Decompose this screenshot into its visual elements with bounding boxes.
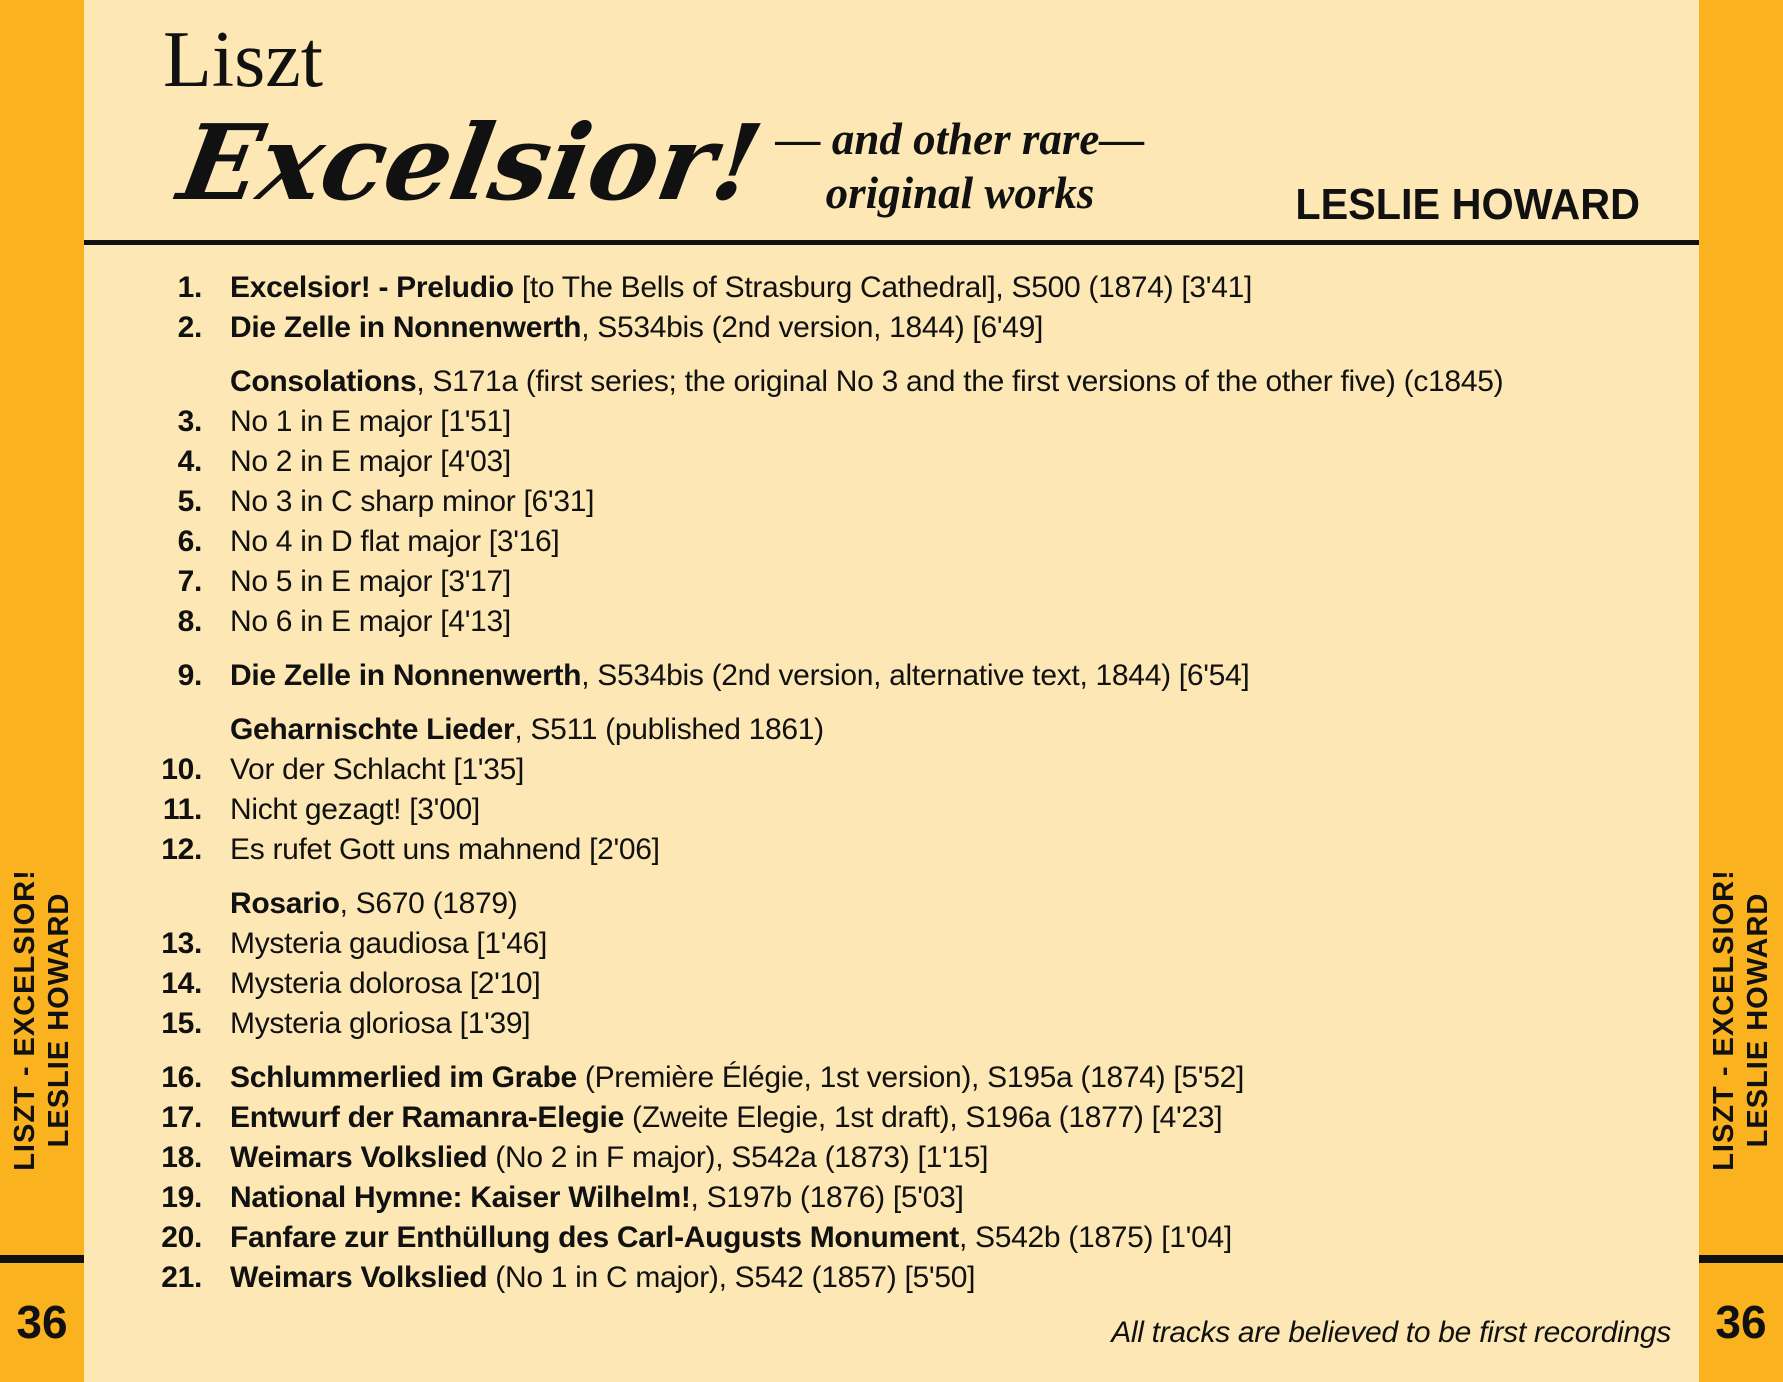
track-number: 18. [161,1141,202,1174]
track-row [130,1098,1630,1138]
track-number: 10. [161,753,202,786]
track-row [130,308,1630,348]
spine-title: LISZT - EXCELSIOR! [9,869,41,1171]
track-row [130,1218,1630,1258]
track-text [230,1218,1232,1258]
track-details: No 2 in E major [4'03] [230,445,511,478]
track-details: , S534bis (2nd version, alternative text, 1844) [6'54] [581,659,1250,692]
track-list [130,268,1630,1298]
track-details: , S171a (first series; the original No 3 and the first versions of the other five) (c1845) [416,365,1504,398]
track-text [230,790,480,830]
track-details: No 1 in E major [1'51] [230,405,511,438]
spine-text [8,869,76,1171]
track-number: 5. [177,485,202,518]
track-row [130,750,1630,790]
track-details: No 3 in C sharp minor [6'31] [230,485,595,518]
work-title: Fanfare zur Enthüllung des Carl-Augusts Monument [230,1221,959,1254]
composer-name: Liszt [163,16,323,104]
track-row [130,562,1630,602]
track-row [130,790,1630,830]
track-details: , S534bis (2nd version, 1844) [6'49] [581,311,1044,344]
track-number: 15. [161,1007,202,1040]
track-row [130,482,1630,522]
track-text [230,362,1503,402]
track-row [130,602,1630,642]
track-details: No 5 in E major [3'17] [230,565,511,598]
track-number: 16. [161,1061,202,1094]
track-number: 6. [177,525,202,558]
track-row [130,1138,1630,1178]
performer-name: LESLIE HOWARD [1295,180,1640,229]
track-details: (Première Élégie, 1st version), S195a (1874) [5'52] [576,1061,1244,1094]
track-text [230,402,511,442]
track-number: 1. [177,271,202,304]
spine-performer: LESLIE HOWARD [43,892,75,1148]
track-number: 20. [161,1221,202,1254]
work-title: Consolations [230,365,417,398]
work-heading-row [130,884,1630,924]
track-text [230,268,1252,308]
track-text [230,1098,1222,1138]
track-number: 13. [161,927,202,960]
track-text [230,602,511,642]
right-spine [1699,0,1783,1382]
track-row [130,1058,1630,1098]
track-row [130,1258,1630,1298]
track-text [230,562,511,602]
track-row [130,964,1630,1004]
track-details: , S542b (1875) [1'04] [958,1221,1232,1254]
track-row [130,522,1630,562]
track-row [130,442,1630,482]
track-details: No 6 in E major [4'13] [230,605,511,638]
work-title: Die Zelle in Nonnenwerth [230,311,582,344]
track-text [230,482,594,522]
work-title: Excelsior! - Preludio [230,271,514,304]
track-number: 14. [161,967,202,1000]
subtitle-line-2: original works [825,168,1095,218]
work-title: Rosario [230,887,340,920]
track-details: Vor der Schlacht [1'35] [230,753,525,786]
work-title: Entwurf der Ramanra-Elegie [230,1101,624,1134]
track-number [130,884,202,924]
track-text [230,1138,988,1178]
track-details: Mysteria gaudiosa [1'46] [230,927,548,960]
track-row [130,656,1630,696]
track-details: , S670 (1879) [339,887,518,920]
spine-divider [1699,1255,1783,1263]
track-number: 4. [177,445,202,478]
album-title: Excelsior! [170,101,771,224]
work-title: Weimars Volkslied [230,1141,488,1174]
track-number: 19. [161,1181,202,1214]
spine-title: LISZT - EXCELSIOR! [1708,869,1740,1171]
left-spine [0,0,84,1382]
track-number: 2. [177,311,202,344]
track-text [230,750,524,790]
spine-performer: LESLIE HOWARD [1742,892,1774,1148]
page-number: 36 [1715,1296,1767,1348]
track-row [130,268,1630,308]
track-row [130,924,1630,964]
track-text [230,964,540,1004]
track-text [230,924,547,964]
album-subtitle [740,112,1180,220]
track-details: , S511 (published 1861) [514,713,824,746]
work-heading-row [130,710,1630,750]
subtitle-line-1: — and other rare— [775,114,1145,164]
track-number: 9. [177,659,202,692]
track-text [230,1258,975,1298]
spine-divider [0,1255,84,1263]
track-text [230,884,518,924]
track-text [230,830,660,870]
track-number: 7. [177,565,202,598]
track-number: 11. [162,793,202,826]
track-number: 17. [161,1101,202,1134]
work-title: Schlummerlied im Grabe [230,1061,577,1094]
track-text [230,1178,964,1218]
track-text [230,1058,1244,1098]
track-number: 8. [177,605,202,638]
track-text [230,656,1249,696]
track-row [130,1004,1630,1044]
track-row [130,402,1630,442]
track-row [130,1178,1630,1218]
track-number [130,710,202,750]
track-row [130,830,1630,870]
track-details: , S197b (1876) [5'03] [690,1181,964,1214]
work-title: Weimars Volkslied [230,1261,488,1294]
work-title: Geharnischte Lieder [230,713,515,746]
track-details: (No 1 in C major), S542 (1857) [5'50] [487,1261,976,1294]
work-heading-row [130,362,1630,402]
track-details: No 4 in D flat major [3'16] [230,525,560,558]
track-text [230,308,1043,348]
footer-note: All tracks are believed to be first recordings [1111,1316,1671,1349]
track-text [230,522,559,562]
page-number: 36 [16,1296,68,1348]
track-details: Mysteria gloriosa [1'39] [230,1007,531,1040]
track-details: Nicht gezagt! [3'00] [230,793,480,826]
track-text [230,1004,530,1044]
work-title: Die Zelle in Nonnenwerth [230,659,582,692]
track-number: 3. [177,405,202,438]
track-number [130,362,202,402]
track-details: (Zweite Elegie, 1st draft), S196a (1877) [4'23] [623,1101,1223,1134]
track-details: Es rufet Gott uns mahnend [2'06] [230,833,660,866]
track-details: (No 2 in F major), S542a (1873) [1'15] [487,1141,989,1174]
track-details: [to The Bells of Strasburg Cathedral], S500 (1874) [3'41] [513,271,1253,304]
track-details: Mysteria dolorosa [2'10] [230,967,541,1000]
track-text [230,710,824,750]
track-text [230,442,511,482]
header-rule [84,240,1699,245]
track-number: 21. [161,1261,202,1294]
track-number: 12. [161,833,202,866]
spine-text [1707,869,1775,1171]
work-title: National Hymne: Kaiser Wilhelm! [230,1181,691,1214]
